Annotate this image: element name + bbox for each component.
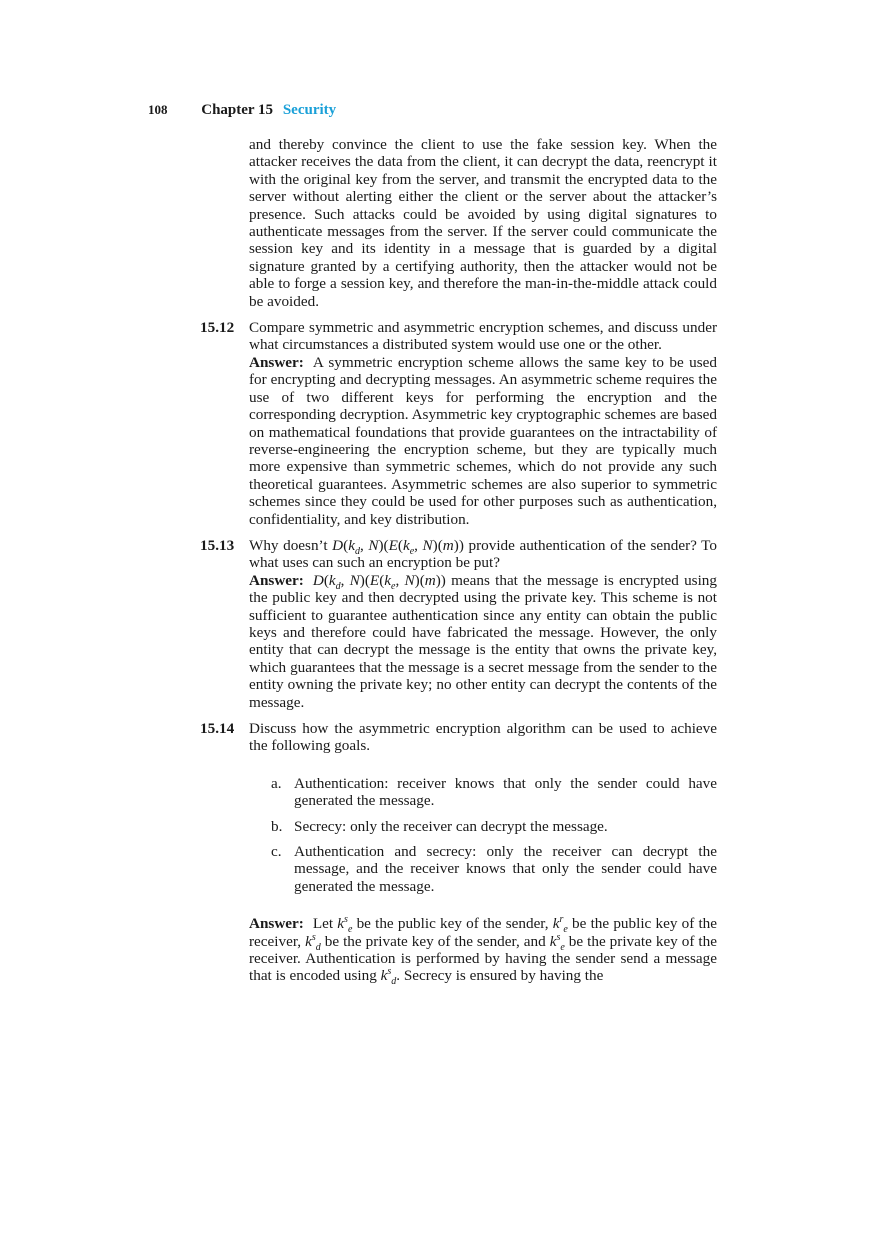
math-k-d-s: $k^s_d$ [380, 966, 397, 988]
math-k-e-r: $k^r_e$ [552, 914, 568, 936]
list-item: c. Authentication and secrecy: only the receiver can decrypt the message, and the receiver knows that only the sender could have generated the message. [271, 843, 717, 895]
math-k-e-s: $k^s_e$ [337, 914, 353, 936]
exercise-15-14 [200, 720, 717, 988]
exercise-number: 15.14 [200, 720, 235, 737]
page-header [148, 101, 336, 119]
exercise-number: 15.12 [200, 319, 235, 337]
math-expression: $D(k_d$, $N)(E(k_e$, N)(m)) [332, 536, 464, 557]
goals-list [249, 775, 717, 895]
exercise-question: Why doesn’t $D(k_d$, $N)(E(k_e$, N)(m)) provide authentication of the sender? To what uses can such an encryption be put? [249, 536, 717, 572]
math-k-e-s: $k^s_e$ [549, 931, 565, 953]
section-title: Security [282, 102, 337, 118]
page-number: 108 [148, 102, 168, 117]
exercise-15-13 [200, 536, 717, 711]
exercise-number: 15.13 [200, 536, 235, 554]
exercise-answer [249, 572, 717, 711]
answer-text: means that the message is encrypted using the public key and then decrypted using the private key. This scheme is not sufficient to guarantee authentication since any entity can obtain the public keys and therefore could have fabricated the message. However, the only entity that can decrypt the message is the entity that owns the private key, which guarantees that the message is a secret message from the sender to the entity owning the private key; no other entity can decrypt the contents of the message. [249, 571, 717, 711]
list-item: a. Authentication: receiver knows that only the sender could have generated the message. [271, 774, 717, 810]
page-body [200, 136, 717, 988]
answer-label: Answer: [249, 915, 304, 933]
continuation-paragraph: and thereby convince the client to use the fake session key. When the attacker receives the data from the client, it can decrypt the data, reencrypt it with the original key from the server, and transmit the encrypted data to the server without alerting either the client or the server about the attacker’s presence. Such attacks could be avoided by using digital signatures to authenticate messages from the server. If the server could communicate the session key and its identity in a message that is guarded by a digital signature granted by a certifying authority, then the attacker would not be able to forge a session key, and therefore the man-in-the-middle attack could be avoided. [249, 136, 717, 310]
answer-text: A symmetric encryption scheme allows the same key to be used for encrypting and decrypting messages. An asymmetric scheme requires the use of two different keys for performing the encryption and the corresponding decryption. Asymmetric key cryptographic schemes are based on mathematical foundations that provide guarantees on the intractability of reverse-engineering the encryption scheme, but they are typically much more expensive than symmetric schemes, which do not provide any such theoretical guarantees. Asymmetric schemes are also superior to symmetric schemes since they could be used for other purposes such as authentication, confidentiality, and key distribution. [249, 353, 717, 528]
answer-label: Answer: [249, 571, 304, 589]
exercise-answer [249, 354, 717, 528]
exercise-question: Discuss how the asymmetric encryption algorithm can be used to achieve the following goals. [249, 720, 717, 755]
chapter-label: Chapter 15 [201, 102, 274, 118]
math-k-d-s: $k^s_d$ [305, 931, 321, 953]
exercise-question: Compare symmetric and asymmetric encryption schemes, and discuss under what circumstances a distributed system would use one or the other. [249, 319, 717, 354]
exercise-15-12 [200, 319, 717, 528]
math-expression: $D(k_d$, $N)(E(k_e$, N)(m)) [312, 571, 446, 592]
exercise-answer: Answer: Let $k^s_e$ be the public key of the sender, $k^r_e$ be the public key of the receiver, $k^s_d$ be the private key of the sender, and $k^s_e$ be the private key of the receiver. Authentication is performed by having the sender send a message that is encoded using $k^s_d$. Secrecy is ensured by having the [249, 914, 717, 988]
list-item: b. Secrecy: only the receiver can decrypt the message. [271, 817, 608, 835]
answer-label: Answer: [249, 353, 304, 371]
